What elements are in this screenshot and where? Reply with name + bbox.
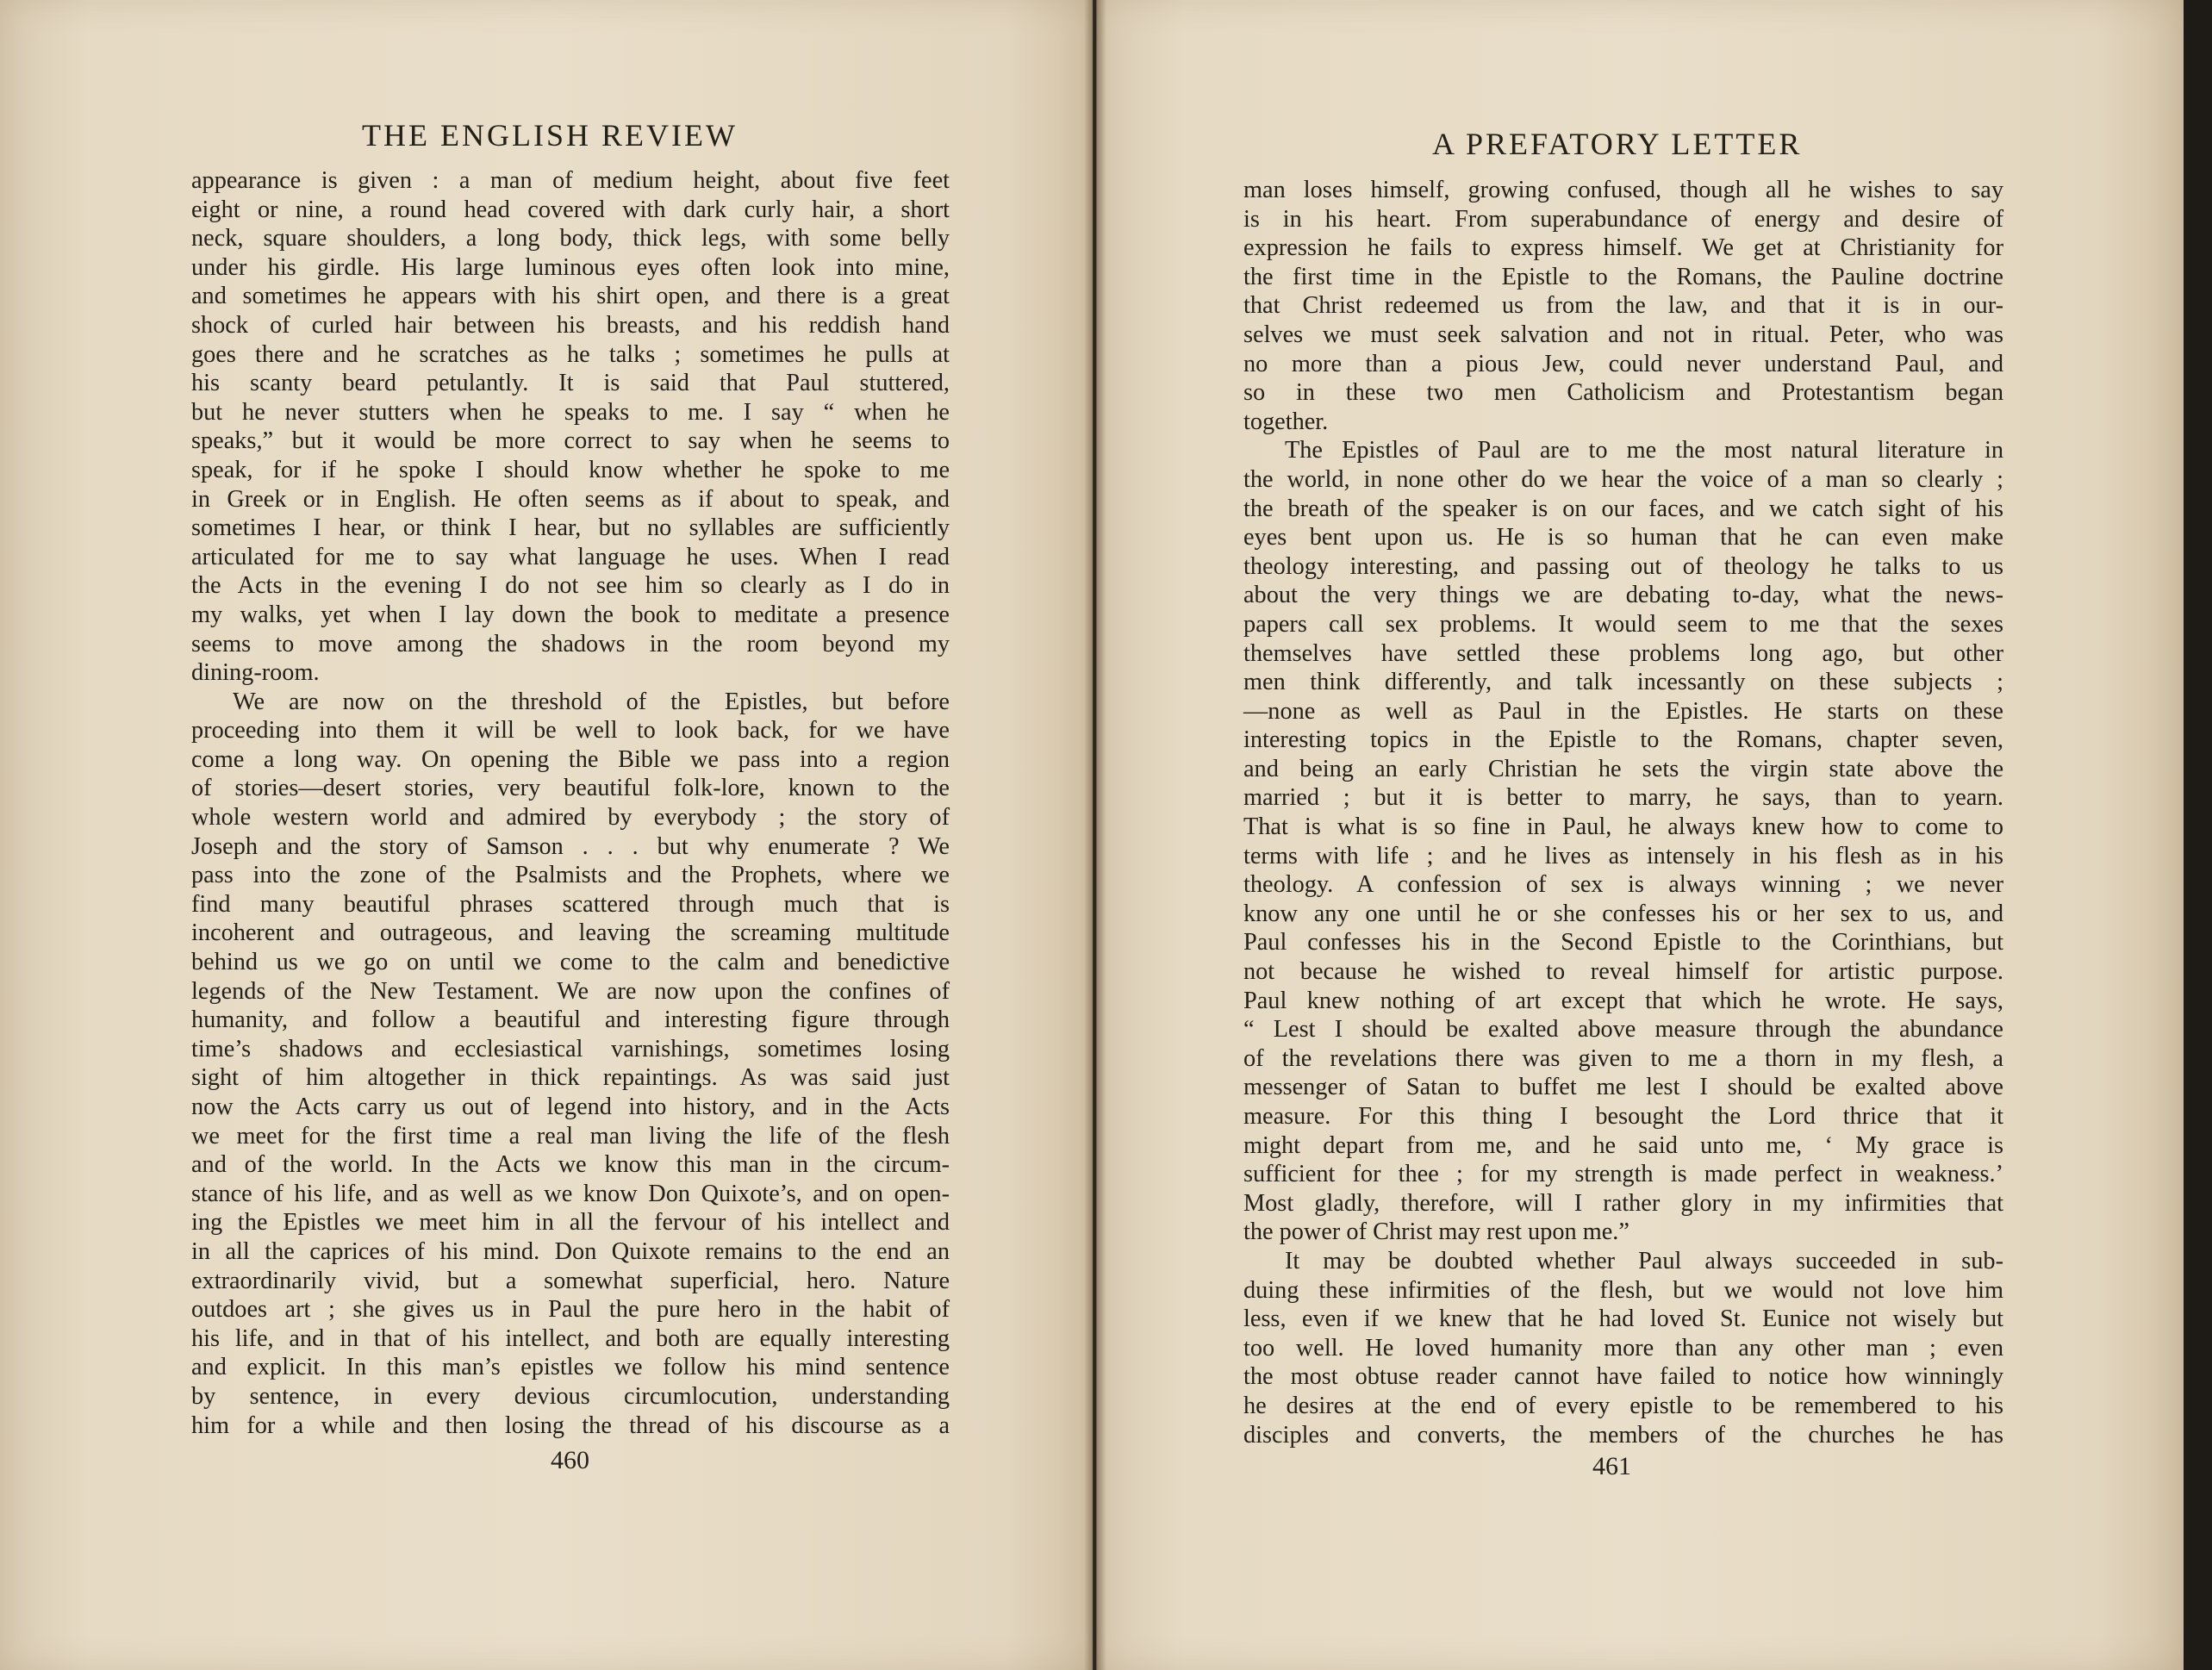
- text-line: terms with life ; and he lives as intensely in his flesh as in his: [1243, 842, 2003, 869]
- background-edge: [2184, 0, 2212, 1670]
- text-line: speaks,” but it would be more correct to say when he seems to: [191, 427, 950, 455]
- text-line: come a long way. On opening the Bible we pass into a region: [191, 745, 950, 773]
- text-line: know any one until he or she confesses his or her sex to us, and: [1243, 900, 2003, 927]
- text-line: so in these two men Catholicism and Protestantism began: [1243, 379, 2003, 407]
- text-line: and being an early Christian he sets the virgin state above the: [1243, 755, 2003, 782]
- text-line: not because he wished to reveal himself for artistic purpose.: [1243, 958, 2003, 986]
- left-body-text: [191, 166, 950, 1440]
- text-line: the first time in the Epistle to the Romans, the Pauline doctrine: [1243, 263, 2003, 290]
- text-line: extraordinarily vivid, but a somewhat superficial, hero. Nature: [191, 1267, 950, 1294]
- text-line: seems to move among the shadows in the room beyond my: [191, 630, 950, 657]
- text-line: he desires at the end of every epistle to be remembered to his: [1243, 1392, 2003, 1419]
- text-line: might depart from me, and he said unto me, ‘ My grace is: [1243, 1131, 2003, 1159]
- text-line: his life, and in that of his intellect, and both are equally interesting: [191, 1324, 950, 1352]
- text-line: married ; but it is better to marry, he says, than to yearn.: [1243, 784, 2003, 812]
- text-line: appearance is given : a man of medium height, about five feet: [191, 167, 950, 194]
- text-line: interesting topics in the Epistle to the Romans, chapter seven,: [1243, 726, 2003, 754]
- right-running-head: A PREFATORY LETTER: [1432, 127, 1803, 161]
- text-line: of the revelations there was given to me a thorn in my flesh, a: [1243, 1044, 2003, 1072]
- text-line: his scanty beard petulantly. It is said that Paul stuttered,: [191, 370, 950, 397]
- text-line: and explicit. In this man’s epistles we follow his mind sentence: [191, 1354, 950, 1381]
- text-line: Joseph and the story of Samson . . . but why enumerate ? We: [191, 832, 950, 860]
- text-line: less, even if we knew that he had loved St. Eunice not wisely but: [1243, 1305, 2003, 1333]
- text-line: Paul confesses his in the Second Epistle to the Corinthians, but: [1243, 929, 2003, 957]
- text-line: dining-room.: [191, 659, 320, 687]
- text-line: articulated for me to say what language he uses. When I read: [191, 543, 950, 570]
- text-line: but he never stutters when he speaks to me. I say “ when he: [191, 398, 950, 426]
- book-gutter: [1084, 0, 1106, 1670]
- text-line: the most obtuse reader cannot have failed to notice how winningly: [1243, 1363, 2003, 1391]
- text-line: disciples and converts, the members of the churches he has: [1243, 1421, 2003, 1449]
- right-page-number: 461: [1592, 1452, 1631, 1480]
- text-line: humanity, and follow a beautiful and interesting figure through: [191, 1006, 950, 1034]
- text-line: men think differently, and talk incessantly on these subjects ;: [1243, 669, 2003, 696]
- text-line: Paul knew nothing of art except that which he wrote. He says,: [1243, 987, 2003, 1014]
- text-line: the world, in none other do we hear the voice of a man so clearly ;: [1243, 465, 2003, 493]
- text-line: that Christ redeemed us from the law, and that it is in our-: [1243, 292, 2003, 320]
- text-line: duing these infirmities of the flesh, but we would not love him: [1243, 1276, 2003, 1304]
- text-line: find many beautiful phrases scattered through much that is: [191, 890, 950, 918]
- text-line: him for a while and then losing the thread of his discourse as a: [191, 1411, 950, 1439]
- text-line: by sentence, in every devious circumlocution, understanding: [191, 1382, 950, 1410]
- text-line: whole western world and admired by everybody ; the story of: [191, 804, 950, 832]
- text-line: shock of curled hair between his breasts, and his reddish hand: [191, 311, 950, 339]
- text-line: outdoes art ; she gives us in Paul the pure hero in the habit of: [191, 1296, 950, 1324]
- text-line: together.: [1243, 408, 1329, 435]
- text-line: themselves have settled these problems long ago, but other: [1243, 639, 2003, 667]
- text-line: sufficient for thee ; for my strength is made perfect in weakness.’: [1243, 1161, 2003, 1188]
- text-line: and sometimes he appears with his shirt open, and there is a great: [191, 283, 950, 310]
- text-line: goes there and he scratches as he talks ; sometimes he pulls at: [191, 340, 950, 368]
- text-line: theology interesting, and passing out of theology he talks to us: [1243, 552, 2003, 580]
- text-line: theology. A confession of sex is always winning ; we never: [1243, 871, 2003, 899]
- text-line: in Greek or in English. He often seems as if about to speak, and: [191, 485, 950, 513]
- text-line: speak, for if he spoke I should know whether he spoke to me: [191, 456, 950, 483]
- text-line: we meet for the first time a real man living the life of the flesh: [191, 1122, 950, 1150]
- text-line: The Epistles of Paul are to me the most natural literature in: [1285, 437, 2003, 464]
- text-line: expression he fails to express himself. We get at Christianity for: [1243, 234, 2003, 262]
- text-line: time’s shadows and ecclesiastical varnishings, sometimes losing: [191, 1035, 950, 1062]
- left-page-number: 460: [551, 1446, 589, 1474]
- text-line: —none as well as Paul in the Epistles. He starts on these: [1243, 697, 2003, 725]
- text-line: sometimes I hear, or think I hear, but no syllables are sufficiently: [191, 514, 950, 542]
- text-line: my walks, yet when I lay down the book to meditate a presence: [191, 601, 950, 628]
- text-line: It may be doubted whether Paul always succeeded in sub-: [1285, 1247, 2003, 1274]
- text-line: the breath of the speaker is on our faces, and we catch sight of his: [1243, 495, 2003, 522]
- text-line: eight or nine, a round head covered with dark curly hair, a short: [191, 196, 950, 223]
- text-line: behind us we go on until we come to the calm and benedictive: [191, 949, 950, 976]
- text-line: messenger of Satan to buffet me lest I should be exalted above: [1243, 1074, 2003, 1101]
- text-line: That is what is so fine in Paul, he always knew how to come to: [1243, 813, 2003, 841]
- text-line: about the very things we are debating to-day, what the news-: [1243, 582, 2003, 609]
- text-line: ing the Epistles we meet him in all the fervour of his intellect and: [191, 1209, 950, 1237]
- text-line: measure. For this thing I besought the Lord thrice that it: [1243, 1103, 2003, 1130]
- text-line: eyes bent upon us. He is so human that he can even make: [1243, 524, 2003, 551]
- text-line: proceeding into them it will be well to look back, for we have: [191, 717, 950, 745]
- text-line: legends of the New Testament. We are now upon the confines of: [191, 977, 950, 1005]
- text-line: and of the world. In the Acts we know this man in the circum-: [191, 1151, 950, 1179]
- text-line: no more than a pious Jew, could never understand Paul, and: [1243, 350, 2003, 377]
- text-line: “ Lest I should be exalted above measure through the abundance: [1243, 1016, 2003, 1044]
- text-line: pass into the zone of the Psalmists and the Prophets, where we: [191, 862, 950, 889]
- text-line: of stories—desert stories, very beautiful folk-lore, known to the: [191, 775, 950, 802]
- text-line: now the Acts carry us out of legend into history, and in the Acts: [191, 1094, 950, 1120]
- text-line: neck, square shoulders, a long body, thick legs, with some belly: [191, 225, 950, 252]
- text-line: man loses himself, growing confused, though all he wishes to say: [1243, 177, 2003, 203]
- text-line: is in his heart. From superabundance of energy and desire of: [1243, 205, 2003, 233]
- left-running-head: THE ENGLISH REVIEW: [362, 118, 738, 153]
- text-line: selves we must seek salvation and not in ritual. Peter, who was: [1243, 321, 2003, 348]
- text-line: We are now on the threshold of the Epistles, but before: [233, 688, 950, 715]
- text-line: too well. He loved humanity more than any other man ; even: [1243, 1334, 2003, 1362]
- text-line: the Acts in the evening I do not see him so clearly as I do in: [191, 572, 950, 600]
- text-line: the power of Christ may rest upon me.”: [1243, 1218, 1629, 1246]
- text-line: stance of his life, and as well as we know Don Quixote’s, and on open-: [191, 1180, 950, 1207]
- text-line: incoherent and outrageous, and leaving the screaming multitude: [191, 919, 950, 947]
- text-line: sight of him altogether in thick repaintings. As was said just: [191, 1064, 950, 1092]
- right-body-text: [1243, 176, 2003, 1449]
- text-line: Most gladly, therefore, will I rather glory in my infirmities that: [1243, 1189, 2003, 1217]
- text-line: in all the caprices of his mind. Don Quixote remains to the end an: [191, 1237, 950, 1265]
- text-line: papers call sex problems. It would seem to me that the sexes: [1243, 610, 2003, 638]
- text-line: under his girdle. His large luminous eyes often look into mine,: [191, 253, 950, 281]
